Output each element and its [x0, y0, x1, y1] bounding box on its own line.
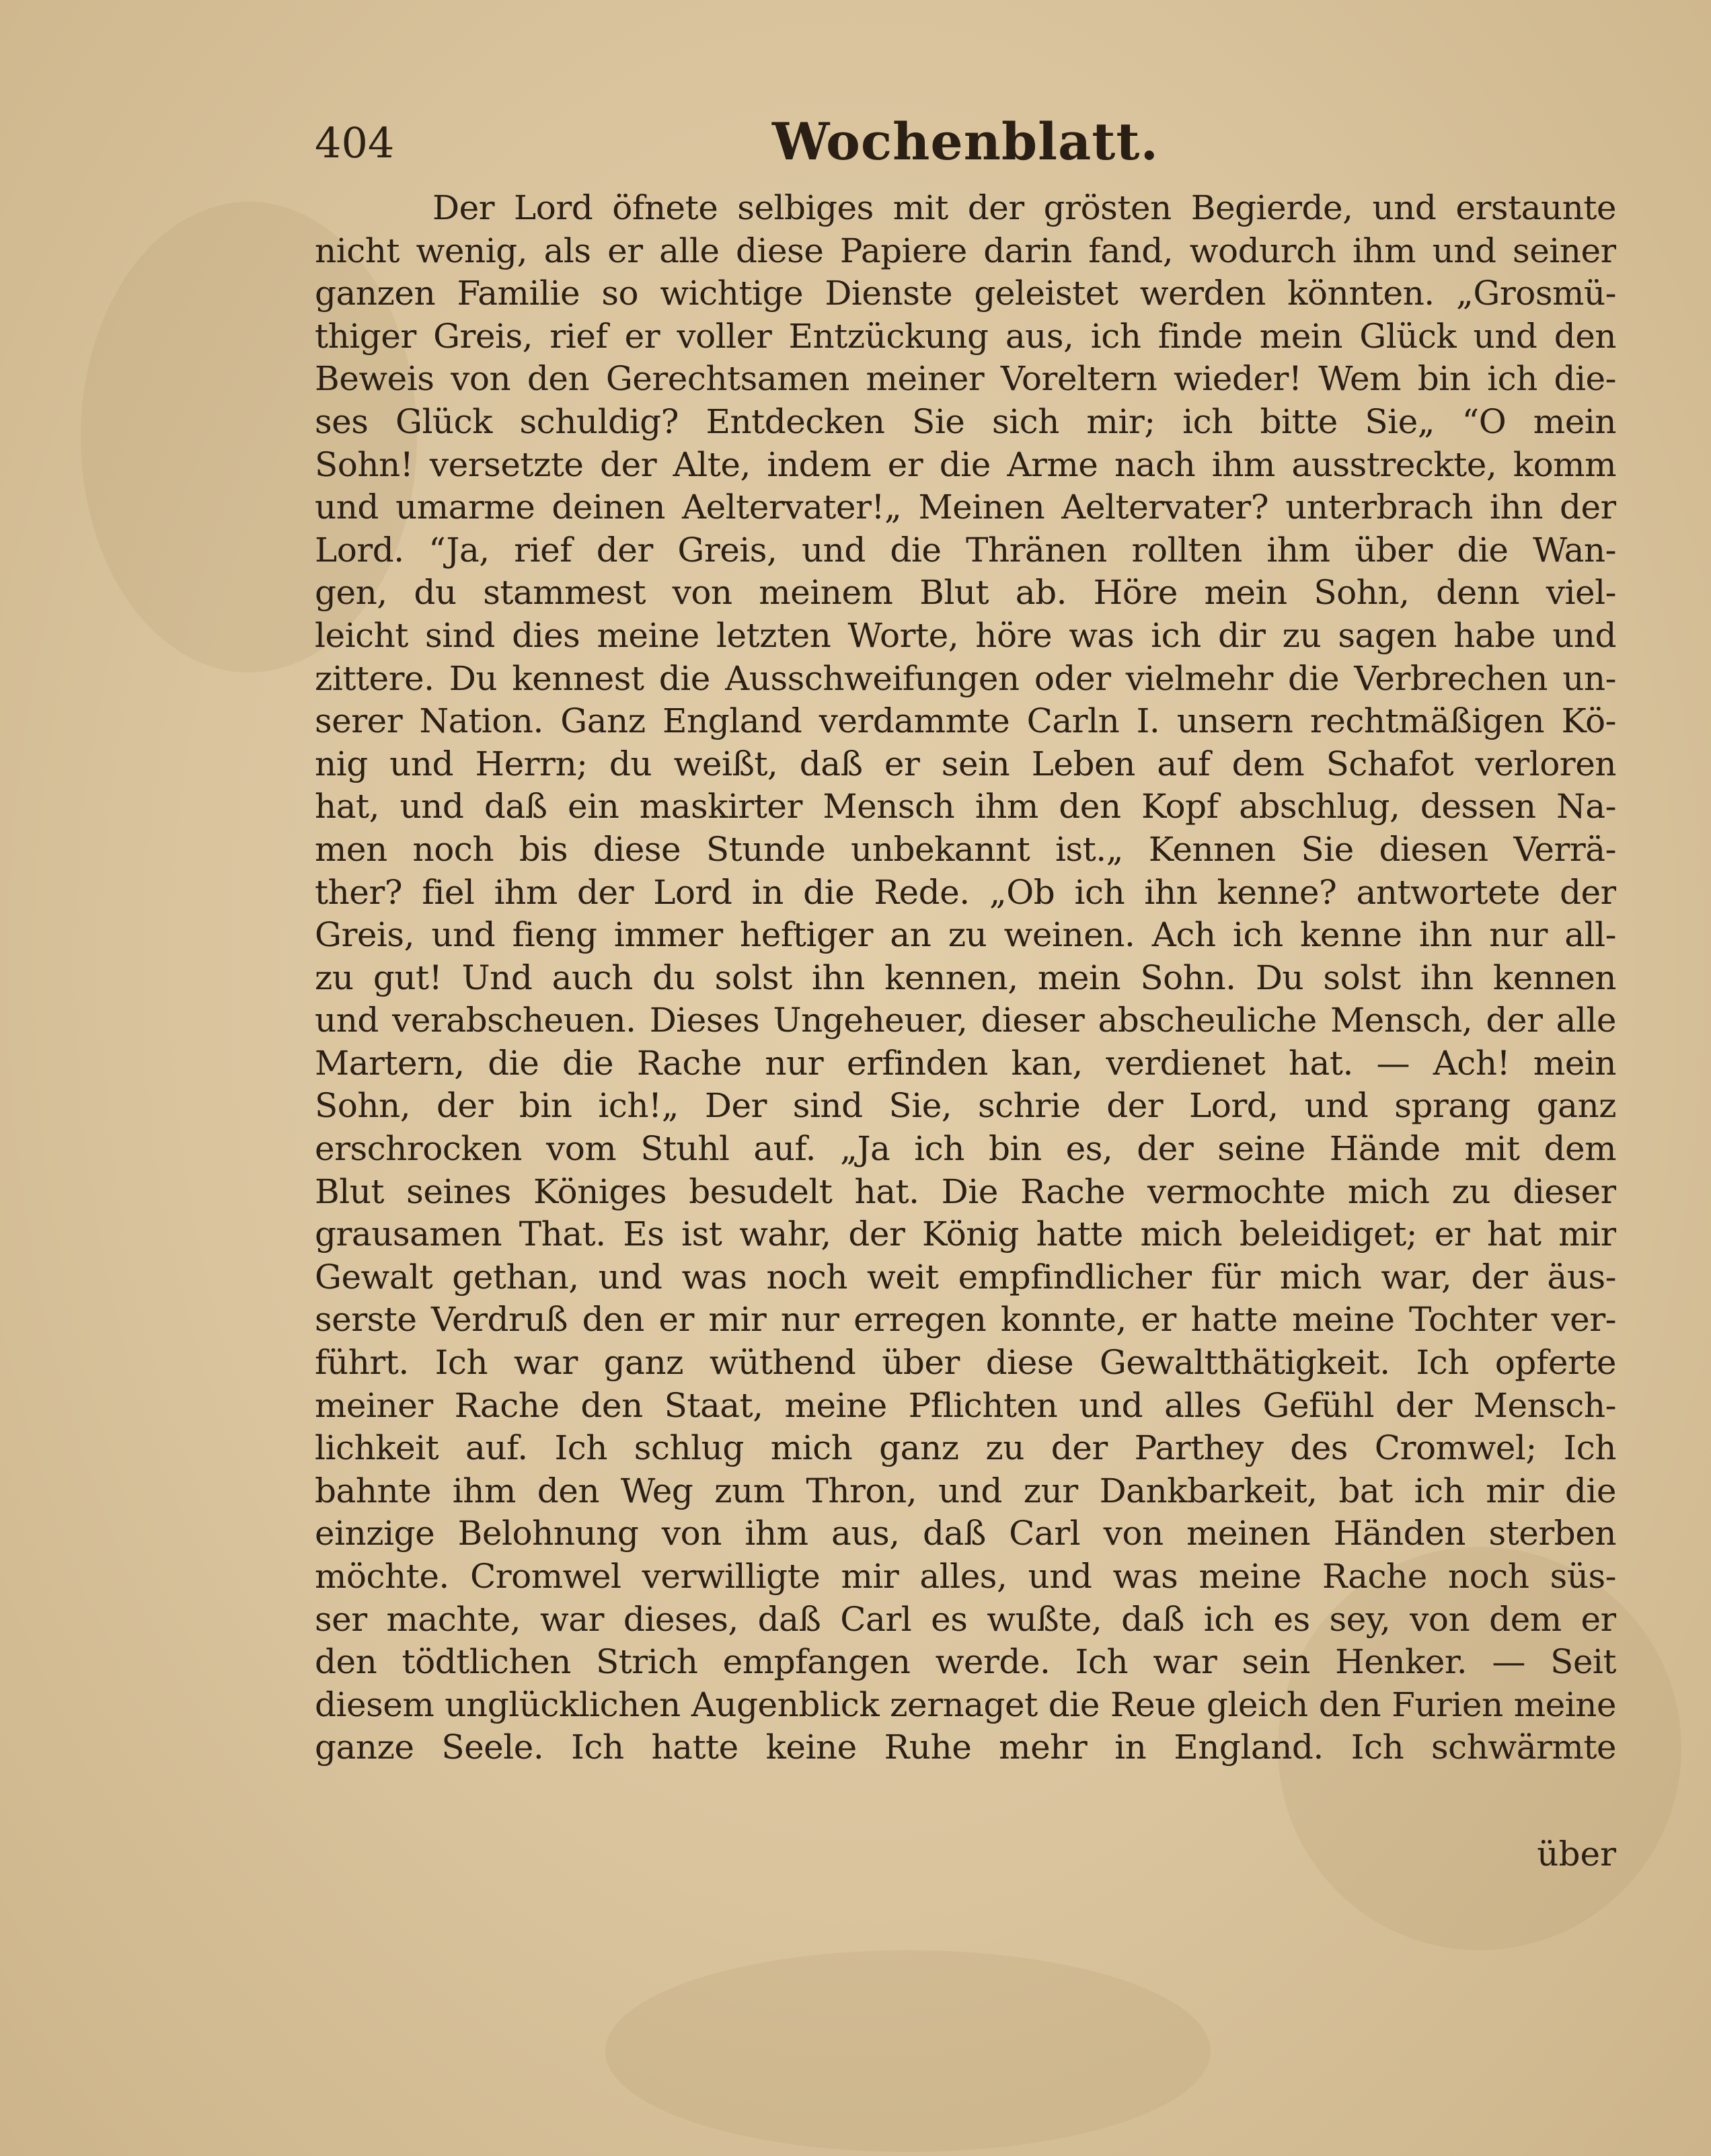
- text-line: Der Lord öfnete selbiges mit der grösten Begierde, und erstaunte: [432, 188, 1616, 227]
- text-line: einzige Belohnung von ihm aus, daß Carl von meinen Händen sterben: [315, 1514, 1616, 1553]
- text-line: serste Verdruß den er mir nur erregen konnte, er hatte meine Tochter ver-: [315, 1300, 1616, 1340]
- text-line: Martern, die die Rache nur erfinden kan, verdienet hat. — Ach! mein: [315, 1043, 1616, 1083]
- text-line: ganze Seele. Ich hatte keine Ruhe mehr in England. Ich schwärmte: [315, 1728, 1616, 1767]
- text-line: Greis, und fieng immer heftiger an zu weinen. Ach ich kenne ihn nur all-: [315, 915, 1616, 955]
- text-line: Sohn, der bin ich!„ Der sind Sie, schrie der Lord, und sprang ganz: [315, 1086, 1616, 1126]
- text-line: ses Glück schuldig? Entdecken Sie sich mir; ich bitte Sie„ “O mein: [315, 401, 1616, 441]
- paper-stain: [605, 1950, 1211, 2152]
- text-line: Sohn! versetzte der Alte, indem er die Arme nach ihm ausstreckte, komm: [315, 445, 1616, 484]
- text-line: nig und Herrn; du weißt, daß er sein Leben auf dem Schafot verloren: [315, 744, 1616, 783]
- page-header: [315, 106, 1616, 180]
- text-line: zittere. Du kennest die Ausschweifungen oder vielmehr die Verbrechen un-: [315, 658, 1616, 698]
- text-line: lichkeit auf. Ich schlug mich ganz zu der Parthey des Cromwel; Ich: [315, 1428, 1616, 1468]
- text-line: bahnte ihm den Weg zum Thron, und zur Dankbarkeit, bat ich mir die: [315, 1471, 1616, 1510]
- text-line: men noch bis diese Stunde unbekannt ist.„ Kennen Sie diesen Verrä-: [315, 829, 1616, 869]
- page-number: 404: [315, 118, 395, 167]
- text-line: möchte. Cromwel verwilligte mir alles, und was meine Rache noch süs-: [315, 1557, 1616, 1596]
- text-line: und umarme deinen Aeltervater!„ Meinen Aeltervater? unterbrach ihn der: [315, 488, 1616, 527]
- text-line: ganzen Familie so wichtige Dienste geleistet werden könnten. „Grosmü-: [315, 274, 1616, 313]
- text-line: serer Nation. Ganz England verdammte Carln I. unsern rechtmäßigen Kö-: [315, 701, 1616, 741]
- body-text: [315, 187, 1616, 1769]
- text-line: Lord. “Ja, rief der Greis, und die Thränen rollten ihm über die Wan-: [315, 530, 1616, 570]
- page-footer: [315, 1835, 1616, 1888]
- text-line: erschrocken vom Stuhl auf. „Ja ich bin es, der seine Hände mit dem: [315, 1129, 1616, 1169]
- running-title: Wochenblatt.: [772, 112, 1159, 171]
- text-line: grausamen That. Es ist wahr, der König hatte mich beleidiget; er hat mir: [315, 1215, 1616, 1254]
- text-line: ser machte, war dieses, daß Carl es wußte, daß ich es sey, von dem er: [315, 1599, 1616, 1639]
- text-line: thiger Greis, rief er voller Entzückung aus, ich finde mein Glück und den: [315, 316, 1616, 356]
- text-line: Beweis von den Gerechtsamen meiner Voreltern wieder! Wem bin ich die-: [315, 359, 1616, 399]
- text-line: hat, und daß ein maskirter Mensch ihm den Kopf abschlug, dessen Na-: [315, 787, 1616, 826]
- text-line: Gewalt gethan, und was noch weit empfindlicher für mich war, der äus-: [315, 1257, 1616, 1297]
- text-line: leicht sind dies meine letzten Worte, höre was ich dir zu sagen habe und: [315, 615, 1616, 655]
- text-line: zu gut! Und auch du solst ihn kennen, mein Sohn. Du solst ihn kennen: [315, 958, 1616, 997]
- text-line: führt. Ich war ganz wüthend über diese Gewaltthätigkeit. Ich opferte: [315, 1343, 1616, 1383]
- text-line: Blut seines Königes besudelt hat. Die Rache vermochte mich zu dieser: [315, 1171, 1616, 1211]
- text-line: ther? fiel ihm der Lord in die Rede. „Ob ich ihn kenne? antwortete der: [315, 872, 1616, 912]
- text-line: diesem unglücklichen Augenblick zernaget die Reue gleich den Furien meine: [315, 1685, 1616, 1724]
- text-line: gen, du stammest von meinem Blut ab. Höre mein Sohn, denn viel-: [315, 573, 1616, 613]
- text-line: den tödtlichen Strich empfangen werde. Ich war sein Henker. — Seit: [315, 1642, 1616, 1682]
- text-line: nicht wenig, als er alle diese Papiere darin fand, wodurch ihm und seiner: [315, 231, 1616, 270]
- catchword: über: [1537, 1835, 1616, 1874]
- text-line: und verabscheuen. Dieses Ungeheuer, dieser abscheuliche Mensch, der alle: [315, 1001, 1616, 1040]
- text-line: meiner Rache den Staat, meine Pflichten und alles Gefühl der Mensch-: [315, 1385, 1616, 1425]
